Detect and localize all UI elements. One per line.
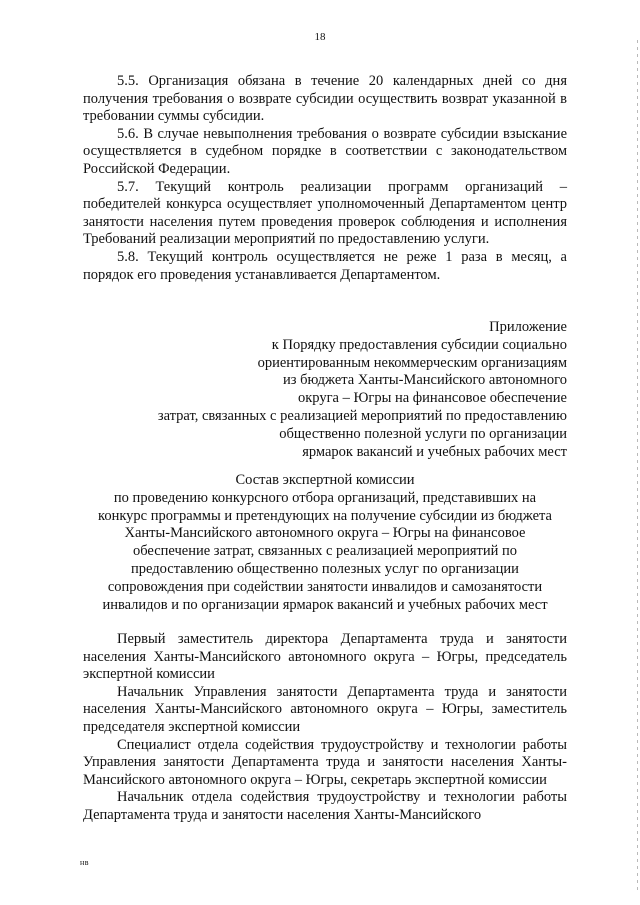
page-number: 18	[314, 31, 326, 43]
commission-title-line: конкурс программы и претендующих на получение субсидии из бюджета	[98, 507, 552, 524]
commission-title-line: Состав экспертной комиссии	[235, 472, 415, 488]
appendix-line: ориентированным некоммерческим организациям	[257, 354, 567, 371]
appendix-line: общественно полезной услуги по организации	[279, 425, 567, 442]
commission-members	[83, 631, 567, 825]
member-chairman: Первый заместитель директора Департамента труда и занятости населения Ханты-Мансийского автономного округа – Югры, председатель экспертной комиссии	[83, 631, 567, 683]
footer-code: нв	[80, 858, 90, 867]
clause-5-6: 5.6. В случае невыполнения требования о возврате субсидии взыскание осуществляется в судебном порядке в соответствии с законодательством Российской Федерации.	[83, 125, 567, 177]
member-secretary: Специалист отдела содействия трудоустройству и технологии работы Управления занятости Департамента труда и занятости населения Ханты-Мансийского автономного округа – Югры, секретарь экспертной комиссии	[83, 736, 567, 788]
appendix-line: ярмарок вакансий и учебных рабочих мест	[302, 443, 567, 460]
clauses-section	[83, 73, 567, 284]
appendix-line: Приложение	[489, 319, 567, 335]
member-department-head: Начальник отдела содействия трудоустройству и технологии работы Департамента труда и занятости населения Ханты-Мансийского	[83, 789, 567, 823]
member-deputy-chairman: Начальник Управления занятости Департамента труда и занятости населения Ханты-Мансийского автономного округа – Югры, заместитель председателя экспертной комиссии	[83, 683, 567, 735]
commission-title-line: сопровождения при содействии занятости инвалидов и самозанятости	[107, 578, 543, 595]
commission-title-line: предоставлению общественно полезных услуг по организации	[131, 560, 519, 577]
appendix-header	[158, 319, 567, 461]
scan-edge	[637, 40, 638, 890]
appendix-line: к Порядку предоставления субсидии социально	[271, 336, 567, 353]
clause-5-7: 5.7. Текущий контроль реализации программ организаций – победителей конкурса осуществляет уполномоченный Департаментом центр занятости населения путем проведения проверок соблюдения и исполнения Требований реализации мероприятий по предоставлению услуги.	[83, 178, 567, 248]
commission-title-line: Ханты-Мансийского автономного округа – Югры на финансовое	[124, 525, 526, 542]
clause-5-8: 5.8. Текущий контроль осуществляется не реже 1 раза в месяц, а порядок его проведения устанавливается Департаментом.	[83, 248, 567, 283]
clause-5-5: 5.5. Организация обязана в течение 20 календарных дней со дня получения требования о возврате субсидии осуществить возврат указанной в требовании суммы субсидии.	[83, 73, 567, 125]
commission-title	[60, 472, 590, 614]
appendix-line: из бюджета Ханты-Мансийского автономного	[283, 372, 567, 389]
commission-title-line: обеспечение затрат, связанных с реализацией мероприятий по	[132, 543, 517, 560]
commission-title-line: инвалидов и по организации ярмарок вакансий и учебных рабочих мест	[102, 596, 548, 613]
commission-title-line: по проведению конкурсного отбора организаций, представивших на	[113, 489, 537, 506]
appendix-line: округа – Югры на финансовое обеспечение	[298, 390, 567, 407]
appendix-line: затрат, связанных с реализацией мероприятий по предоставлению	[157, 407, 567, 424]
